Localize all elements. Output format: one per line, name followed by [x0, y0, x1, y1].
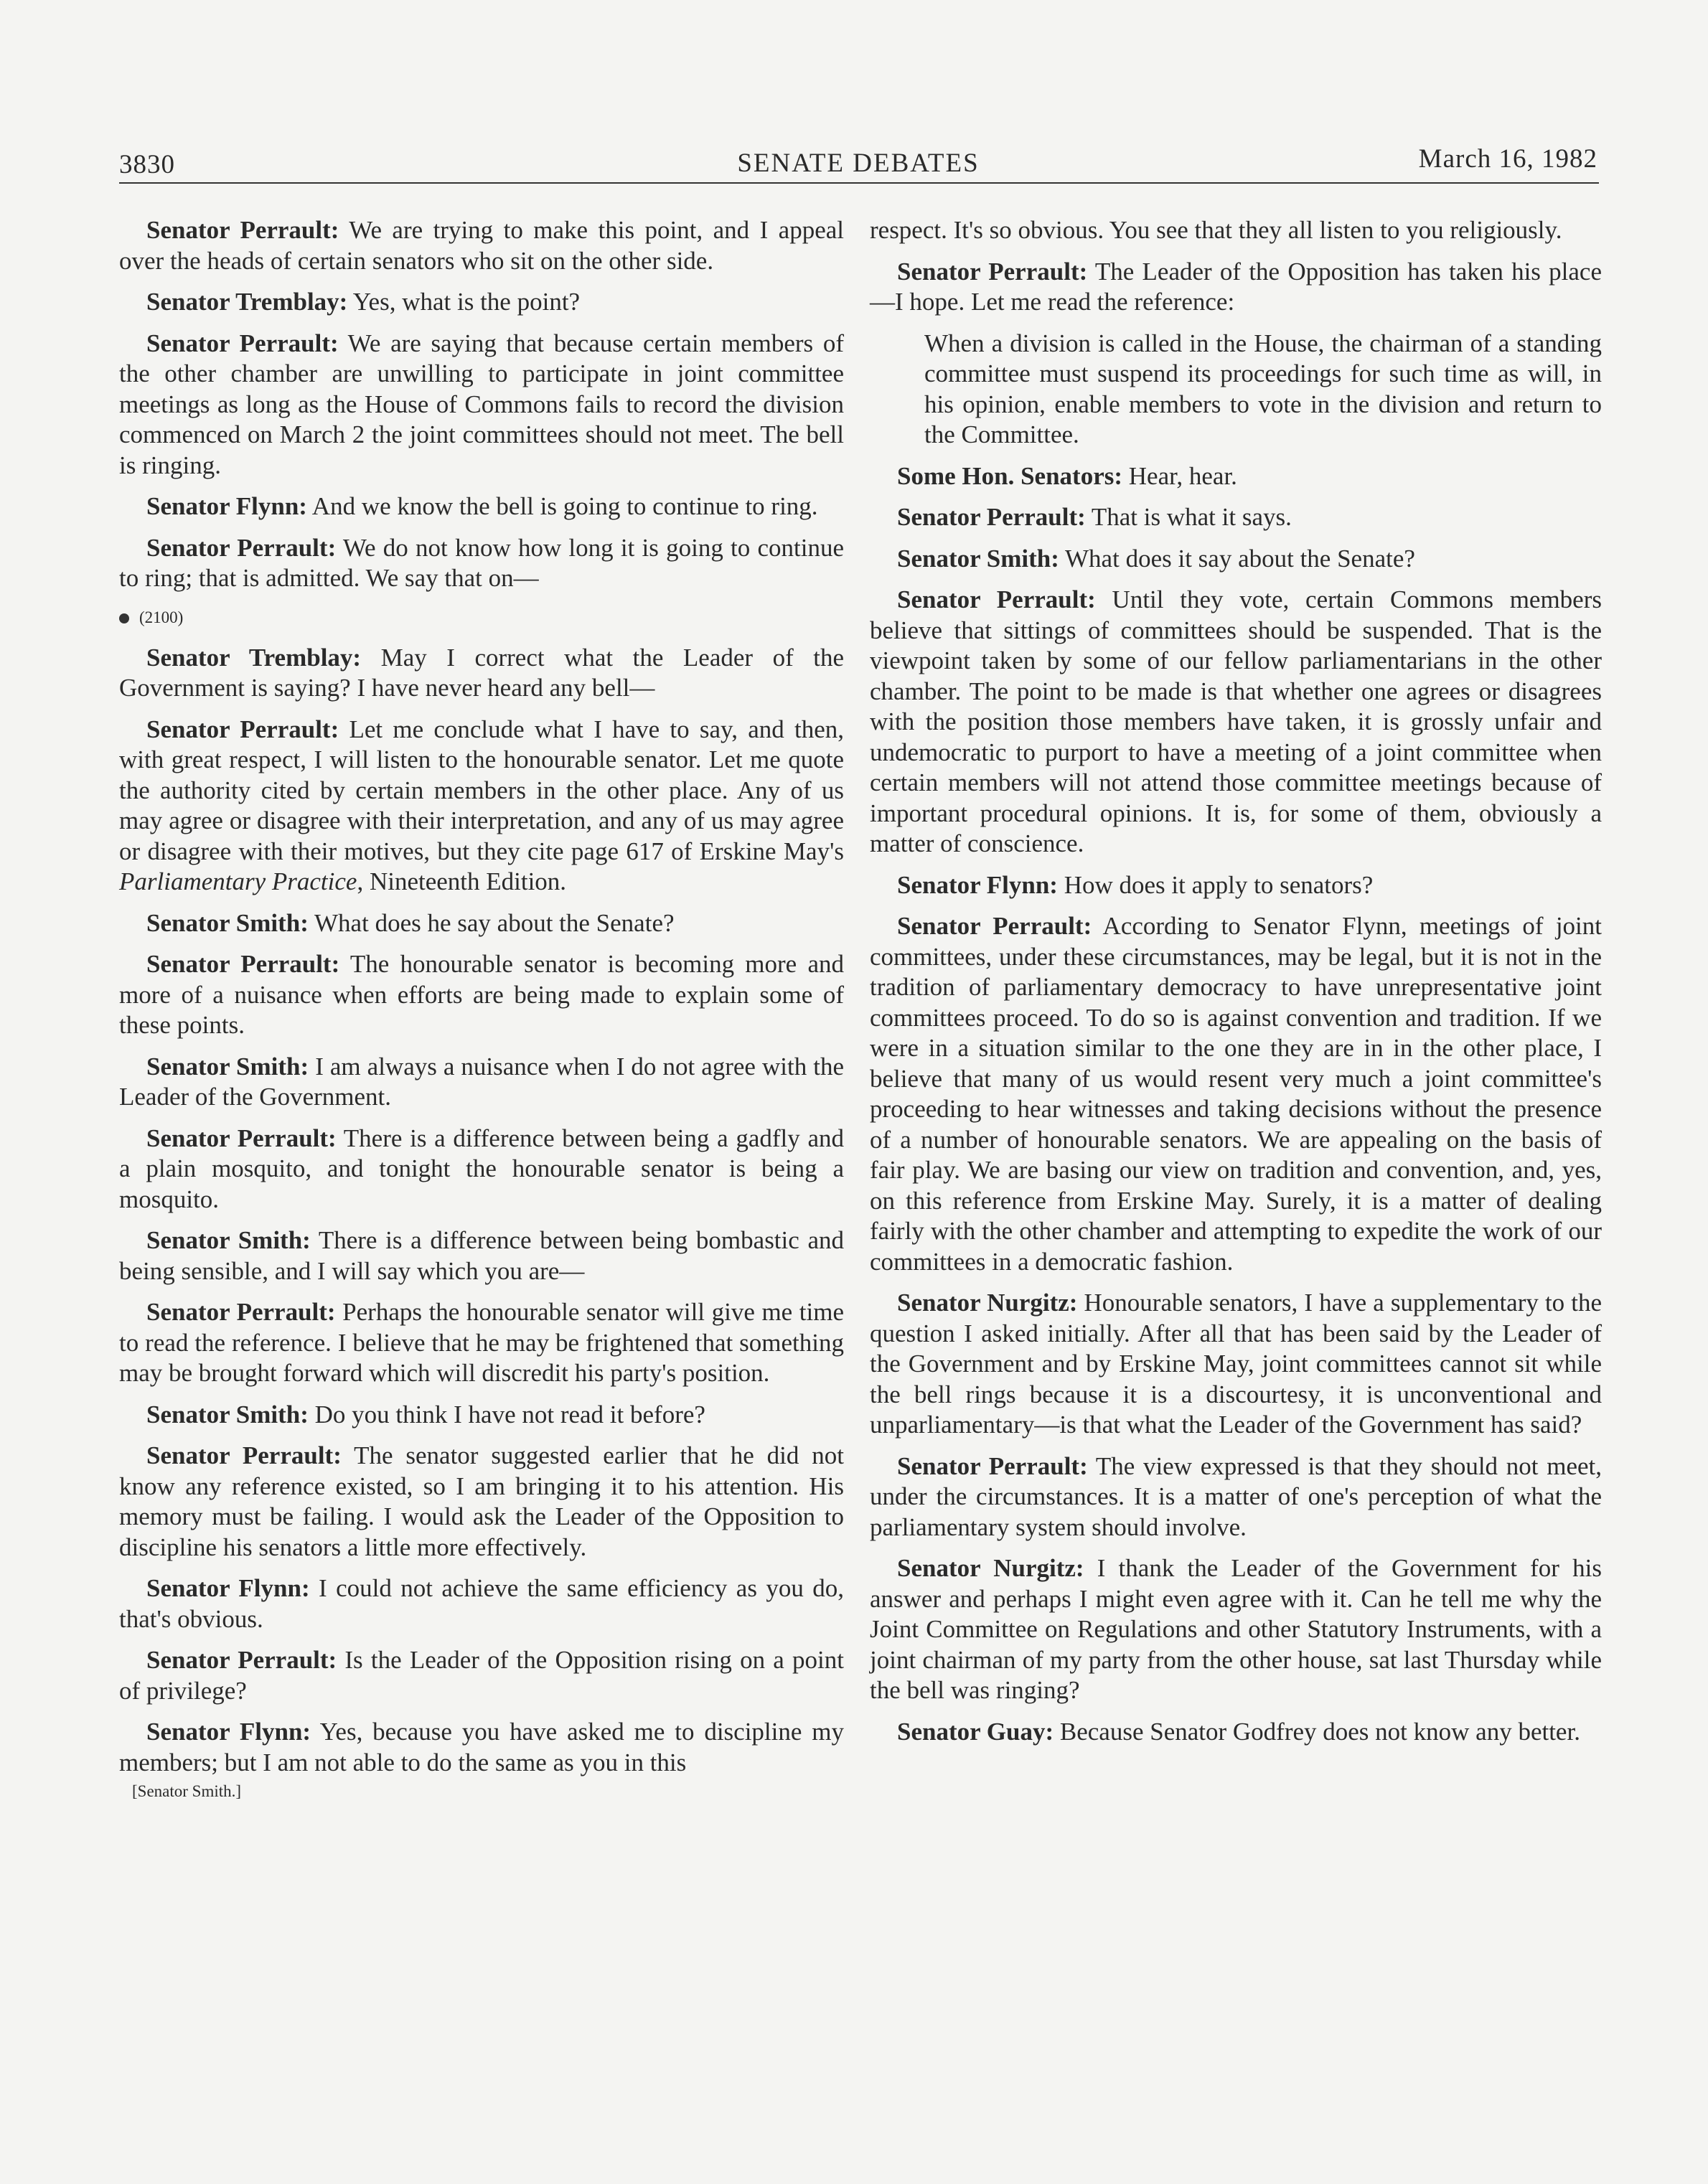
paragraph	[119, 1400, 844, 1431]
paragraph	[870, 1553, 1602, 1706]
speech-text: What does it say about the Senate?	[1059, 544, 1415, 573]
speaker-name: Senator Nurgitz:	[897, 1289, 1078, 1317]
paragraph	[119, 1225, 844, 1286]
speech-text: We are saying that because certain members of the other chamber are unwilling to participate in joint committee meetings as long as the House of Commons fails to record the division commenced on March 2 the joint committees should not meet. The bell is ringing.	[119, 329, 844, 479]
speech-text: Let me conclude what I have to say, and then, with great respect, I will listen to the honourable senator. Let me quote the authority cited by certain members in the other place. Any of us may agree or disagree with their interpretation, and any of us may agree or disagree with their motives, but they cite page 617 of Erskine May's	[119, 715, 844, 865]
paragraph-continuation: respect. It's so obvious. You see that they all listen to you religiously.	[870, 216, 1562, 244]
speech-text: How does it apply to senators?	[1057, 870, 1374, 899]
speech-text: The honourable senator is becoming more and more of a nuisance when efforts are being made to explain some of these points.	[119, 950, 844, 1039]
bullet-icon	[119, 613, 129, 623]
paragraph	[119, 908, 844, 939]
paragraph	[119, 1124, 844, 1215]
speaker-name: Senator Guay:	[897, 1717, 1054, 1746]
left-column	[119, 215, 844, 1802]
speaker-name: Senator Perrault:	[146, 1646, 337, 1674]
speech-text: Yes, what is the point?	[347, 288, 581, 316]
speaker-name: Senator Smith:	[897, 544, 1059, 573]
paragraph	[119, 1573, 844, 1634]
speech-text: May I correct what the Leader of the Government is saying? I have never heard any bell—	[119, 643, 845, 702]
speaker-name: Some Hon. Senators:	[897, 461, 1123, 490]
paragraph	[870, 911, 1602, 1277]
speaker-name: Senator Smith:	[146, 1400, 309, 1428]
speaker-name: Senator Perrault:	[146, 950, 340, 978]
speech-text: And we know the bell is going to continue to ring.	[306, 492, 818, 520]
publication-date: March 16, 1982	[1418, 144, 1597, 174]
speaker-name: Senator Flynn:	[146, 1574, 310, 1602]
speech-text: There is a difference between being bombastic and being sensible, and I will say which you are—	[119, 1226, 844, 1285]
speech-text: Is the Leader of the Opposition rising on a point of privilege?	[119, 1646, 844, 1705]
page-header	[119, 143, 1597, 184]
speaker-name: Senator Perrault:	[146, 1298, 336, 1326]
speech-text: Perhaps the honourable senator will give me time to read the reference. I believe that he may be frightened that something may be brought forward which will discredit his party's position.	[119, 1298, 844, 1387]
speech-text: What does he say about the Senate?	[308, 908, 675, 937]
speech-text: The view expressed is that they should not meet, under the circumstances. It is a matter of one's perception of what the parliamentary system should involve.	[870, 1451, 1602, 1541]
speaker-name: Senator Perrault:	[146, 1441, 342, 1469]
paragraph	[870, 544, 1602, 575]
paragraph	[870, 257, 1602, 318]
speech-text: I thank the Leader of the Government for his answer and perhaps I might even agree with it. Can he tell me why the Joint Committee on Regulations and other Statutory Instruments, with a joint chairman of my party from the other house, sat last Thursday while the bell was ringing?	[870, 1554, 1602, 1704]
footer-note: [Senator Smith.]	[132, 1782, 242, 1800]
speech-text: That is what it says.	[1085, 503, 1292, 531]
speech-text-tail: , Nineteenth Edition.	[357, 867, 567, 895]
speaker-name: Senator Perrault:	[897, 1451, 1088, 1480]
speaker-name: Senator Smith:	[146, 908, 309, 937]
paragraph	[870, 502, 1602, 533]
paragraph	[119, 1441, 844, 1563]
page-number: 3830	[119, 150, 175, 179]
speech-text: There is a difference between being a gadfly and a plain mosquito, and tonight the honourable senator is being a mosquito.	[119, 1124, 844, 1213]
paragraph	[870, 585, 1602, 860]
speech-text: We do not know how long it is going to continue to ring; that is admitted. We say that on—	[119, 533, 844, 592]
speaker-name: Senator Perrault:	[897, 912, 1092, 940]
paragraph	[119, 1645, 844, 1706]
speech-text: Because Senator Godfrey does not know any better.	[1054, 1717, 1580, 1746]
speaker-name: Senator Perrault:	[897, 503, 1086, 531]
speaker-name: Senator Perrault:	[146, 1124, 337, 1152]
speaker-name: Senator Perrault:	[146, 216, 339, 244]
speaker-name: Senator Flynn:	[897, 870, 1058, 899]
speaker-name: Senator Flynn:	[146, 1718, 311, 1746]
paragraph	[870, 1717, 1602, 1748]
right-column	[870, 215, 1602, 1758]
speech-text: The senator suggested earlier that he did not know any reference existed, so I am bringing it to his attention. His memory must be failing. I would ask the Leader of the Opposition to discipline his senators a little more effectively.	[119, 1441, 844, 1561]
block-quote: When a division is called in the House, the chairman of a standing committee must suspend its proceedings for such time as will, in his opinion, enable members to vote in the division and return to the Committee.	[924, 329, 1602, 448]
paragraph	[119, 949, 844, 1041]
speech-text: Until they vote, certain Commons members believe that sittings of committees should be suspended. That is the viewpoint taken by some of our fellow parliamentarians in the other chamber. The point to be made is that whether one agrees or disagrees with the position those members have taken, it is grossly unfair and undemocratic to purport to have a meeting of a joint committee when certain members will not attend those committee meetings because of important procedural opinions. It is, for some of them, obviously a matter of conscience.	[870, 585, 1602, 857]
speech-text: I am always a nuisance when I do not agree with the Leader of the Government.	[119, 1052, 844, 1111]
paragraph	[119, 287, 844, 318]
speech-text: The Leader of the Opposition has taken his place—I hope. Let me read the reference:	[870, 257, 1602, 316]
speaker-name: Senator Perrault:	[897, 257, 1088, 286]
speech-text: Yes, because you have asked me to discipline my members; but I am not able to do the same as you in this	[119, 1718, 844, 1776]
paragraph	[119, 643, 844, 704]
speaker-name: Senator Tremblay:	[146, 643, 362, 672]
speech-text: We are trying to make this point, and I appeal over the heads of certain senators who sit on the other side.	[119, 216, 844, 275]
paragraph	[119, 533, 844, 594]
paragraph	[119, 715, 844, 898]
speech-text: I could not achieve the same efficiency as you do, that's obvious.	[119, 1574, 844, 1633]
paragraph	[870, 1288, 1602, 1441]
speech-text: Hear, hear.	[1122, 461, 1237, 490]
speech-text: Honourable senators, I have a supplementary to the question I asked initially. After all that has been said by the Leader of the Government and by Erskine May, joint committees cannot sit while the bell rings because it is a discourtesy, it is unconventional and unparliamentary—is that what the Leader of the Government has said?	[870, 1289, 1602, 1439]
paragraph	[119, 215, 844, 276]
publication-title: SENATE DEBATES	[737, 149, 980, 178]
paragraph	[119, 329, 844, 481]
paragraph	[870, 870, 1602, 901]
header-rule	[119, 182, 1599, 184]
speaker-name: Senator Perrault:	[146, 715, 339, 743]
speaker-name: Senator Perrault:	[146, 329, 339, 357]
speaker-name: Senator Smith:	[146, 1226, 311, 1254]
speech-text: Do you think I have not read it before?	[308, 1400, 705, 1428]
speech-text: According to Senator Flynn, meetings of joint committees, under these circumstances, may be legal, but it is not in the tradition of parliamentary democracy to have unrepresentative joint committees proceed. To do so is against convention and tradition. If we were in a situation similar to the one they are in in the other place, I believe that many of us would resent very much a joint committee's proceeding to hear witnesses and taking decisions without the presence of a number of honourable senators. We are appealing on the basis of fair play. We are basing our view on tradition and convention, and, yes, on this reference from Erskine May. Surely, it is a matter of dealing fairly with the other chamber and attempting to expedite the work of our committees in a democratic fashion.	[870, 912, 1602, 1276]
time-marker-text: (2100)	[139, 608, 184, 626]
book-title: Parliamentary Practice	[119, 867, 357, 895]
speaker-name: Senator Smith:	[146, 1052, 309, 1081]
time-marker	[119, 607, 844, 629]
speaker-name: Senator Tremblay:	[146, 288, 348, 316]
speaker-name: Senator Perrault:	[146, 533, 337, 562]
paragraph	[119, 1052, 844, 1113]
paragraph	[870, 461, 1602, 492]
speaker-name: Senator Flynn:	[146, 492, 307, 520]
speaker-name: Senator Perrault:	[897, 585, 1096, 613]
paragraph	[119, 491, 844, 522]
paragraph	[119, 1717, 844, 1778]
paragraph	[870, 1451, 1602, 1543]
paragraph	[119, 1297, 844, 1389]
speaker-name: Senator Nurgitz:	[897, 1554, 1084, 1582]
